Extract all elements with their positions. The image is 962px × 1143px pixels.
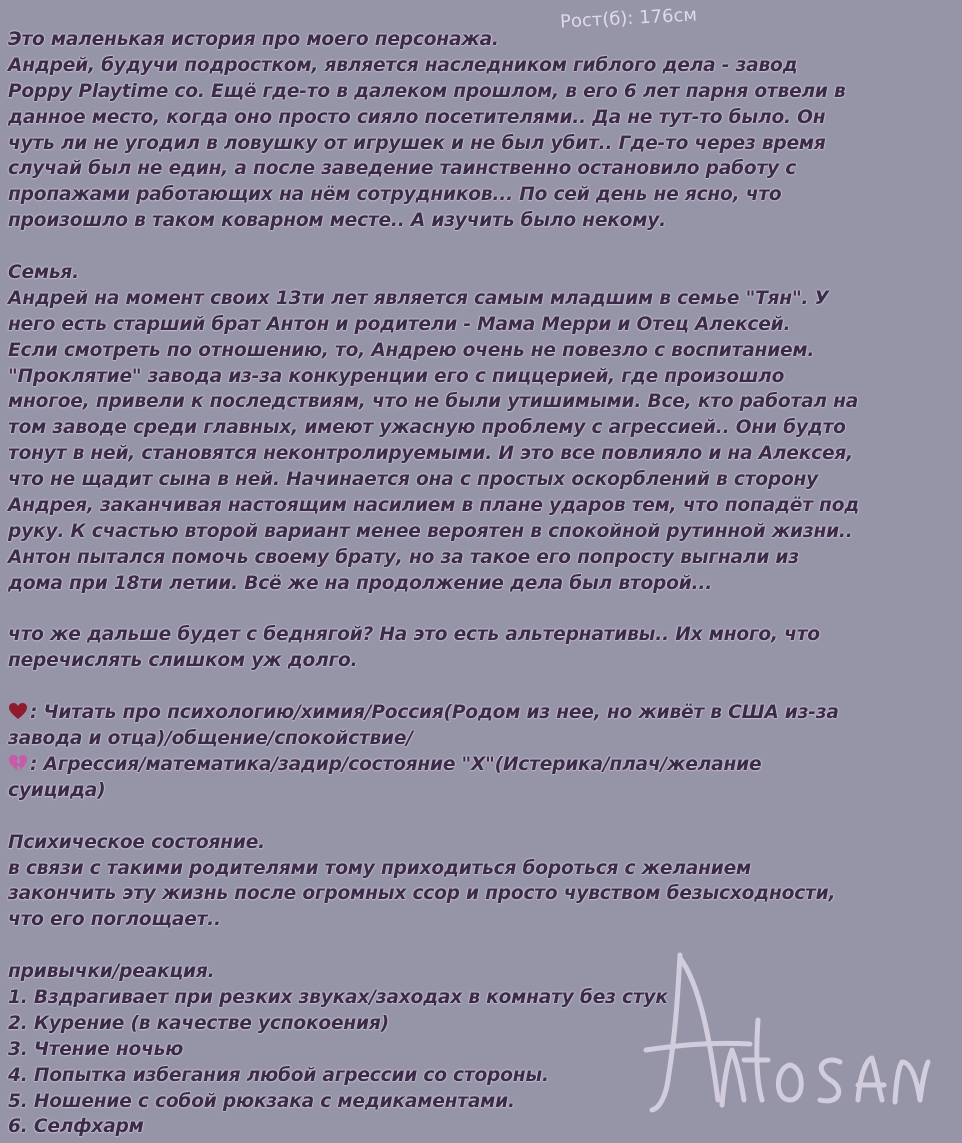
section-heading-habits: привычки/реакция. <box>8 961 215 983</box>
text-line: Это маленькая история про моего персонажа. <box>8 29 499 50</box>
likes-line <box>8 700 956 726</box>
text-line: него есть старший брат Антон и родители - Мама Мерри и Отец Алексей. <box>8 313 791 335</box>
text-line: Poppy Playtime co. Ещё где-то в далеком прошлом, в его 6 лет парня отвели в <box>8 80 846 102</box>
text-line: "Проклятие" завода из-за конкуренции его с пиццерией, где произошло <box>8 365 785 387</box>
habit-item: 4. Попытка избегания любой агрессии со стороны. <box>8 1064 549 1086</box>
broken-heart-icon <box>8 754 28 772</box>
likes-line-continued: завода и отца)/общение/спокойствие/ <box>8 728 413 750</box>
text-line: пропажами работающих на нём сотрудников... По сей день не ясно, что <box>8 184 782 206</box>
dislikes-line <box>8 752 956 778</box>
text-line: закончить эту жизнь после огромных ссор и просто чувством безысходности, <box>8 883 836 905</box>
text-line: случай был не един, а после заведение таинственно остановило работу с <box>8 158 797 180</box>
habit-item: 3. Чтение ночью <box>8 1038 184 1060</box>
text-line: многое, привели к последствиям, что не были утишимыми. Все, кто работал на <box>8 391 859 413</box>
height-note: Рост(б): 176см <box>559 4 698 33</box>
text-line: Антон пытался помочь своему брату, но за такое его попросту выгнали из <box>8 546 799 568</box>
text-line: в связи с такими родителями тому приходиться бороться с желанием <box>8 857 751 879</box>
text-line: чуть ли не угодил в ловушку от игрушек и не был убит.. Где-то через время <box>8 132 826 154</box>
red-heart-icon <box>8 702 28 720</box>
text-line: том заводе среди главных, имеют ужасную проблему с агрессией.. Они будто <box>8 417 846 439</box>
habit-item: 6. Селфхарм <box>8 1116 144 1138</box>
habit-item: 5. Ношение с собой рюкзака с медикаментами. <box>8 1090 515 1112</box>
likes-text: : Читать про психологию/химия/Россия(Родом из нее, но живёт в США из-за <box>30 702 839 724</box>
text-line: Андрей, будучи подростком, является наследником гиблого дела - завод <box>8 54 798 76</box>
text-line: произошло в таком коварном месте.. А изучить было некому. <box>8 210 667 232</box>
dislikes-text: : Агрессия/математика/задир/состояние "Х"(Истерика/плач/желание <box>30 753 762 775</box>
blank-line <box>8 597 956 623</box>
text-line: дома при 18ти летии. Всё же на продолжение дела был второй... <box>8 572 713 594</box>
text-line: что его поглощает.. <box>8 909 221 931</box>
text-line: что же дальше будет с беднягой? На это есть альтернативы.. Их много, что <box>8 624 820 646</box>
text-line: Если смотреть по отношению, то, Андрею очень не повезло с воспитанием. <box>8 339 815 361</box>
blank-line <box>8 674 956 700</box>
dislikes-line-continued: суицида) <box>8 779 106 801</box>
text-line: что не щадит сына в ней. Начинается она с простых оскорблений в сторону <box>8 469 819 491</box>
text-line: руку. К счастью второй вариант менее вероятен в спокойной рутинной жизни.. <box>8 520 853 542</box>
text-line: данное место, когда оно просто сияло посетителями.. Да не тут-то было. Он <box>8 106 826 128</box>
text-line: Андрея, заканчивая настоящим насилием в плане ударов тем, что попадёт под <box>8 495 860 517</box>
habit-item: 1. Вздрагивает при резких звуках/заходах в комнату без стук <box>8 986 668 1008</box>
text-line: тонут в ней, становятся неконтролируемыми. И это все повлияло и на Алексея, <box>8 443 853 465</box>
blank-line <box>8 804 956 830</box>
section-heading-family: Семья. <box>8 262 80 284</box>
text-line: Андрей на момент своих 13ти лет является самым младшим в семье "Тян". У <box>8 287 829 309</box>
artist-signature <box>640 950 940 1120</box>
section-heading-mental-state: Психическое состояние. <box>8 831 265 853</box>
blank-line <box>8 234 956 260</box>
habit-item: 2. Курение (в качестве успокоения) <box>8 1012 389 1034</box>
text-line: перечислять слишком уж долго. <box>8 650 358 672</box>
